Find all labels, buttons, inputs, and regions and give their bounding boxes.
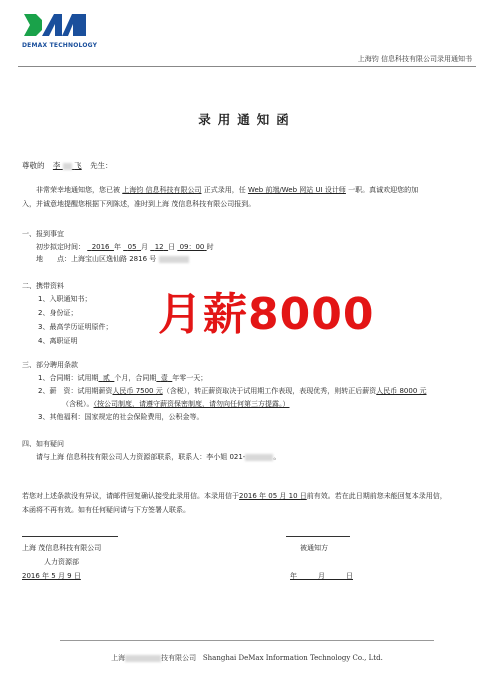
salary-overlay: 月薪8000 — [158, 289, 375, 340]
list-item: 3、最高学历证明原件； — [38, 323, 113, 331]
report-date: 初步拟定时间： 2016 年 05 月 12 日 09：00 时 — [36, 243, 214, 251]
demax-logo-icon — [22, 12, 88, 38]
signer-date: 2016 年 5 月 9 日 — [22, 572, 81, 580]
recipient-label: 被通知方 — [300, 544, 328, 552]
closing-paragraph: 若您对上述条款没有异议，请邮件回复确认接受此录用信。本录用信于2016 年 05 月 10 日前有效。若在此日期前您未能回复本录用信， 本函将不再有效。如有任何疑问请与下方签署人联系。 — [22, 492, 447, 514]
logo-text: DEMAX TECHNOLOGY — [22, 42, 98, 49]
salary-term: 2、薪 资：试用期薪资人民币 7500 元（含税），转正薪资取决于试用期工作表现，表现优秀，则转正后薪资人民币 8000 元 — [38, 387, 427, 395]
signer-department: 人力资源部 — [44, 558, 79, 566]
section-4-title: 四、如有疑问 — [22, 440, 64, 448]
footer-divider — [60, 640, 434, 641]
section-1-title: 一、报到事宜 — [22, 230, 64, 238]
section-2-title: 二、携带资料 — [22, 282, 64, 290]
list-item: 2、身份证； — [38, 309, 78, 317]
recipient-date: 年 月 日 — [290, 572, 353, 580]
contact-line: 请与上海 信息科技有限公司人力资源部联系，联系人：李小姐 021- 。 — [36, 453, 281, 461]
page-title: 录用通知函 — [198, 112, 296, 127]
report-address: 地 点：上海宝山区逸仙路 2816 号 — [36, 254, 189, 264]
section-3-title: 三、部分聘用条款 — [22, 361, 78, 369]
header-divider — [18, 66, 476, 67]
signature-line-right — [286, 536, 350, 537]
signer-company: 上海 茂信息科技有限公司 — [22, 544, 102, 552]
header-company: 上海钧 信息科技有限公司录用通知书 — [357, 55, 472, 63]
benefits-term: 3、其他福利：国家规定的社会保险费用，公积金等。 — [38, 413, 204, 421]
intro-paragraph: 非常荣幸地通知您，您已被 上海钧 信息科技有限公司 正式录用，任 Web 前端/Web 网站 UI 设计师 一职。真诚欢迎您的加 入，并诚意地提醒您根据下列陈述，准时到上海 茂信息科技有限公司报到。 — [22, 186, 419, 208]
list-item: 4、离职证明 — [38, 337, 78, 345]
salutation: 尊敬的 李 飞 先生： — [22, 161, 113, 170]
salary-term-cont: （含税）。（按公司制度，请遵守薪资保密制度，请勿向任何第三方提露。） — [62, 400, 290, 408]
contract-term: 1、合同期：试用期 贰 个月，合同期 壹 年零一天； — [38, 374, 208, 382]
list-item: 1、入职通知书； — [38, 295, 92, 303]
signature-line-left — [22, 536, 118, 537]
footer: 上海 技有限公司 Shanghai DeMax Information Technology Co., Ltd. — [111, 654, 383, 662]
